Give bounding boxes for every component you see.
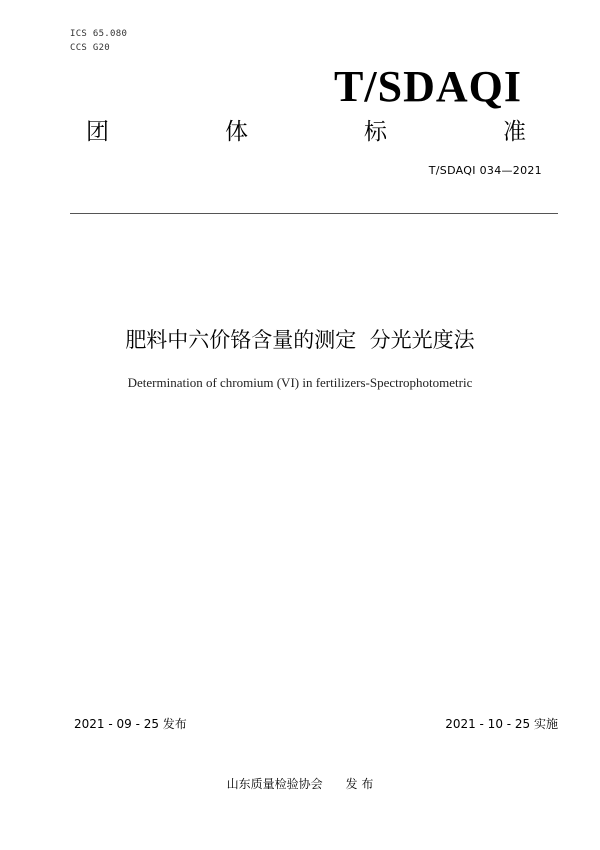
header-divider	[70, 213, 558, 214]
standard-number: T/SDAQI 034—2021	[428, 164, 542, 177]
title-chinese: 肥料中六价铬含量的测定 分光光度法	[125, 328, 475, 352]
standard-type	[86, 118, 526, 146]
standard-type-char: 准	[503, 119, 526, 145]
ccs-code: CCS G20	[70, 43, 111, 53]
title-english: Determination of chromium (VI) in fertilizers-Spectrophotometric	[127, 375, 473, 390]
standard-type-char: 标	[364, 119, 387, 145]
organization-mark: T/SDAQI	[334, 62, 522, 111]
standard-type-char: 体	[225, 119, 248, 145]
standard-type-char: 团	[86, 119, 109, 145]
ics-code: ICS 65.080	[70, 29, 128, 39]
issue-date: 2021 - 09 - 25 发布	[74, 717, 187, 731]
implementation-date: 2021 - 10 - 25 实施	[445, 717, 558, 731]
publisher: 山东质量检验协会 发 布	[226, 777, 374, 791]
